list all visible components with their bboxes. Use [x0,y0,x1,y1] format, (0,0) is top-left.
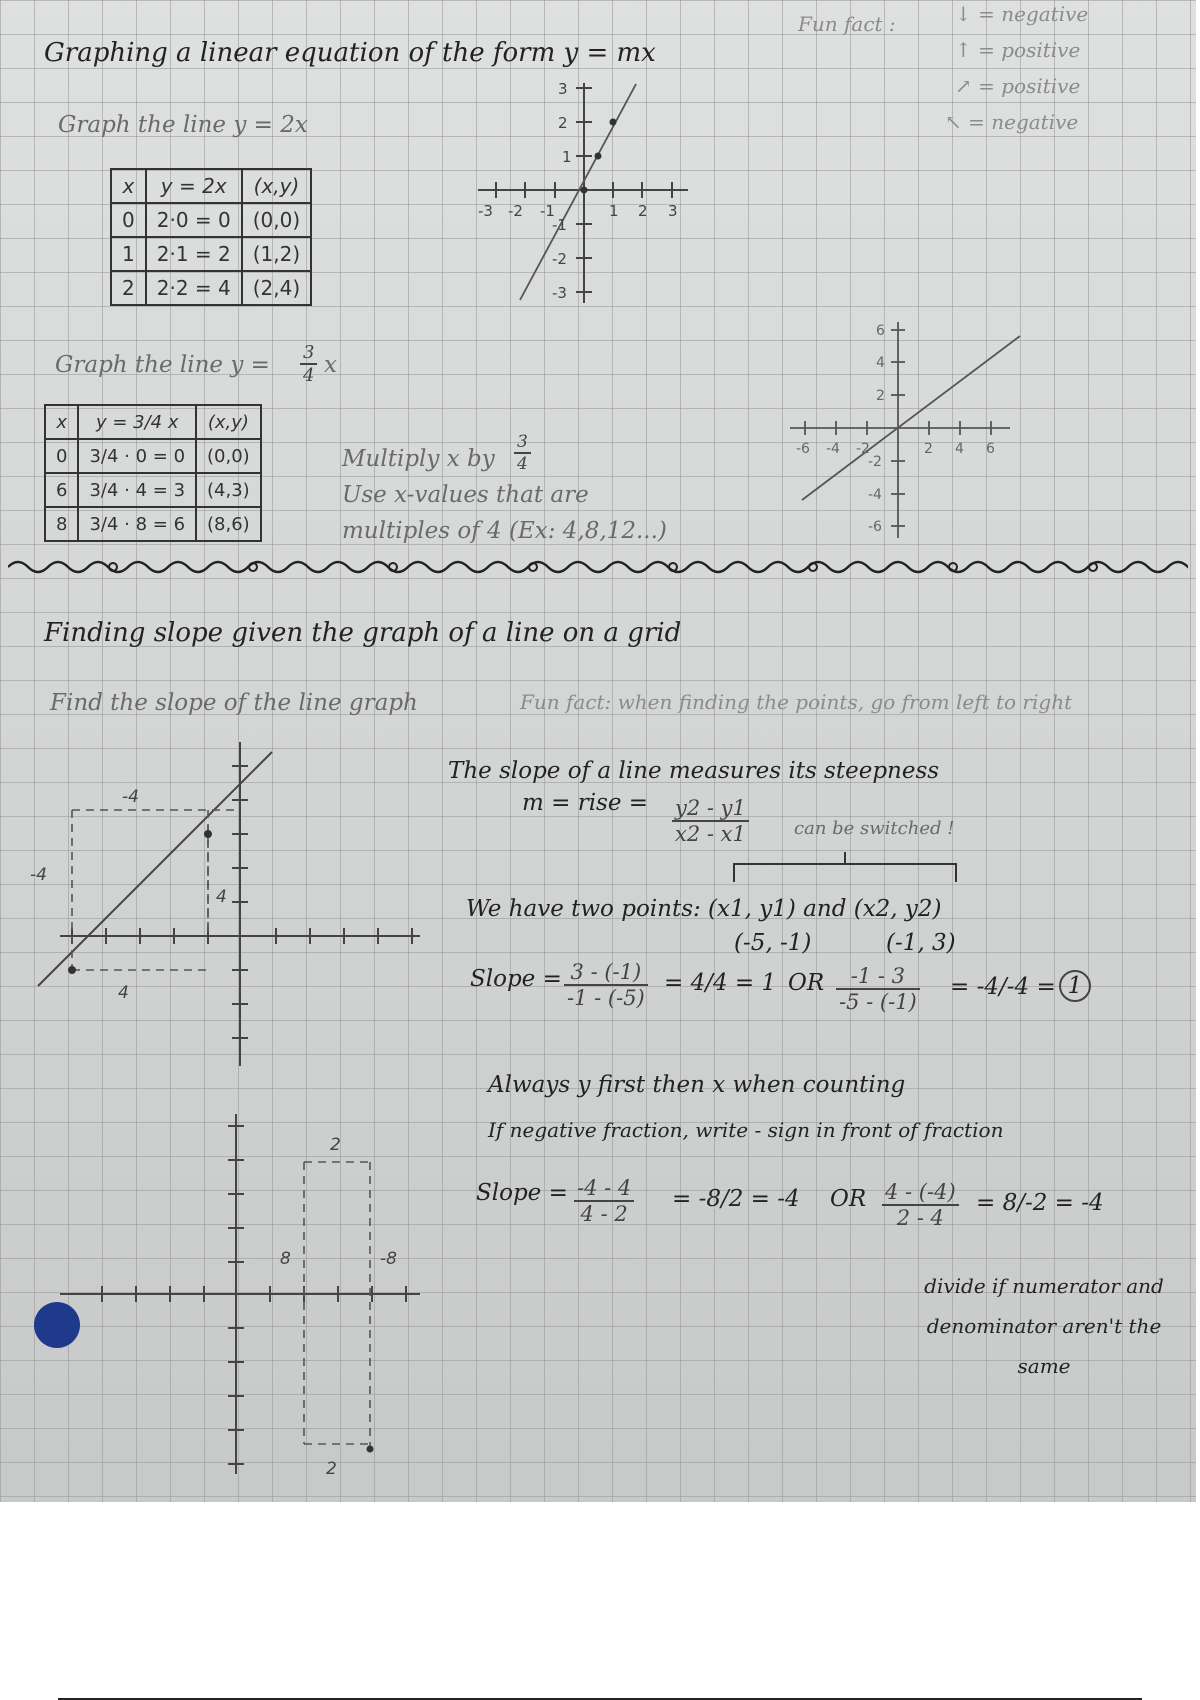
blue-dot [34,1302,80,1348]
point-1-2 [595,153,602,160]
tick-label: 1 [562,148,572,166]
slope2-fraction-2: $\frac{4 - (-4)}{2 - 4}$ [882,1180,959,1230]
tick-label: 2 [876,388,885,404]
slope2-label: Slope = [476,1180,568,1206]
fun-fact-item-2: ↑ = positive [955,38,1081,62]
slope-answer: 1 [1059,970,1091,1002]
graph-slope-positive [30,736,430,1066]
example2-table [44,404,262,542]
table-header: y = 3/4 x [78,405,196,439]
tick-label: 1 [609,202,619,220]
slope2-fraction-1: $\frac{-4 - 4}{4 - 2}$ [574,1176,634,1226]
example1-prompt: Graph the line y = 2x [58,112,308,138]
slope2-mid: = -8/2 = -4 [672,1186,800,1212]
tick-label: -1 [552,216,567,234]
table-header: x [111,169,146,203]
point-neg5-neg1 [68,966,76,974]
table-header: (x,y) [242,169,311,203]
tick-label: -3 [552,284,567,302]
example2-note-line3: multiples of 4 (Ex: 4,8,12...) [342,518,667,544]
fun-fact-item-3: ↗ = positive [955,74,1081,98]
run-label: -4 [122,787,139,807]
tick-label: 3 [558,80,568,98]
tick-label: 2 [558,114,568,132]
graph-slope-negative [50,1104,430,1484]
table-header: x [45,405,78,439]
slope-mid: = 4/4 = 1 [664,970,777,996]
graph-y-equals-2x [468,78,698,308]
tick-label: -4 [868,487,882,503]
point1: (-5, -1) [734,930,812,956]
example2-prompt-tail: x [324,352,337,378]
table-row: 0 3/4 · 0 = 0 (0,0) [45,439,261,473]
table-row: 2 2·2 = 4 (2,4) [111,271,311,305]
section1-title: Graphing a linear equation of the form y = mx [44,38,656,68]
tick-label: -3 [478,202,493,220]
bottom-label: 2 [326,1459,337,1479]
tick-label: -4 [826,441,840,457]
right-label: -8 [380,1249,397,1269]
tick-label: -2 [508,202,523,220]
point-neg1-3 [204,830,212,838]
or-label: OR [788,970,825,996]
tick-label: 2 [638,202,648,220]
example2-note-fraction: $\frac{3}{4}$ [514,432,531,474]
slope-end: = -4/-4 = [950,974,1056,1000]
wavy-divider [8,552,1188,582]
point-4-neg4 [367,1446,374,1453]
rule-2: If negative fraction, write - sign in front of fraction [488,1118,1004,1142]
slope-label: Slope = [470,966,562,992]
rule-1: Always y first then x when counting [488,1072,906,1098]
tick-label: 6 [876,323,885,339]
section2-prompt: Find the slope of the line graph [50,690,418,716]
example1-table [110,168,312,306]
slope-formula-label: m = rise = [522,790,649,816]
table-header: y = 2x [146,169,242,203]
table-row: 1 2·1 = 2 (1,2) [111,237,311,271]
arrow-down-icon: ↓ [955,2,972,26]
slope-formula-fraction: $\frac{y2 - y1}{x2 - x1}$ [672,796,749,846]
tick-label: 4 [876,355,885,371]
slope2-or: OR [830,1186,867,1212]
run-label-b: 4 [118,983,129,1003]
tick-label: 4 [955,441,964,457]
tick-label: -2 [868,454,882,470]
fun-fact-item-1: ↓ = negative [955,2,1089,26]
section2-title: Finding slope given the graph of a line on a grid [44,618,682,648]
example2-prompt-fraction: $\frac{3}{4}$ [300,342,317,386]
arrow-up-right-icon: ↗ [955,74,972,98]
rise-label-b: 4 [216,887,227,907]
example2-note-line2: Use x-values that are [342,482,589,508]
left-label: 8 [280,1249,291,1269]
points-text: We have two points: (x1, y1) and (x2, y2) [466,896,942,922]
graph-y-equals-three-quarters-x [780,310,1030,550]
slope-fraction-1: $\frac{3 - (-1)}{-1 - (-5)}$ [564,960,648,1010]
fun-fact-label: Fun fact : [798,12,896,36]
slope-fraction-2: $\frac{-1 - 3}{-5 - (-1)}$ [836,964,920,1014]
top-label: 2 [330,1135,341,1155]
point-0-0 [581,187,588,194]
section2-fun-fact: Fun fact: when finding the points, go from left to right [520,690,1073,714]
table-row: 8 3/4 · 8 = 6 (8,6) [45,507,261,541]
slope-definition: The slope of a line measures its steepness [448,758,940,784]
slope2-end: = 8/-2 = -4 [976,1190,1104,1216]
line-y-three-quarters-x [802,336,1020,500]
table-header: (x,y) [196,405,261,439]
formula-note: can be switched ! [794,818,955,839]
bracket [730,846,970,886]
tick-label: 3 [668,202,678,220]
line-y-2x [520,84,636,300]
fun-fact-item-4: ↖ = negative [945,110,1079,134]
tick-label: -1 [540,202,555,220]
table-row: 6 3/4 · 4 = 3 (4,3) [45,473,261,507]
point-2-4 [610,119,617,126]
tick-label: 6 [986,441,995,457]
example2-prompt: Graph the line y = [55,352,270,378]
tick-label: -6 [796,441,810,457]
rise-label: -4 [30,865,47,885]
table-row: 0 2·0 = 0 (0,0) [111,203,311,237]
tick-label: -2 [856,441,870,457]
arrow-up-icon: ↑ [955,38,972,62]
point2: (-1, 3) [886,930,956,956]
example2-note-line1: Multiply x by [342,446,495,472]
tick-label: 2 [924,441,933,457]
divide-note: divide if numerator and denominator aren't the same [924,1274,1164,1378]
arrow-up-left-icon: ↖ [945,110,962,134]
tick-label: -2 [552,250,567,268]
tick-label: -6 [868,519,882,535]
